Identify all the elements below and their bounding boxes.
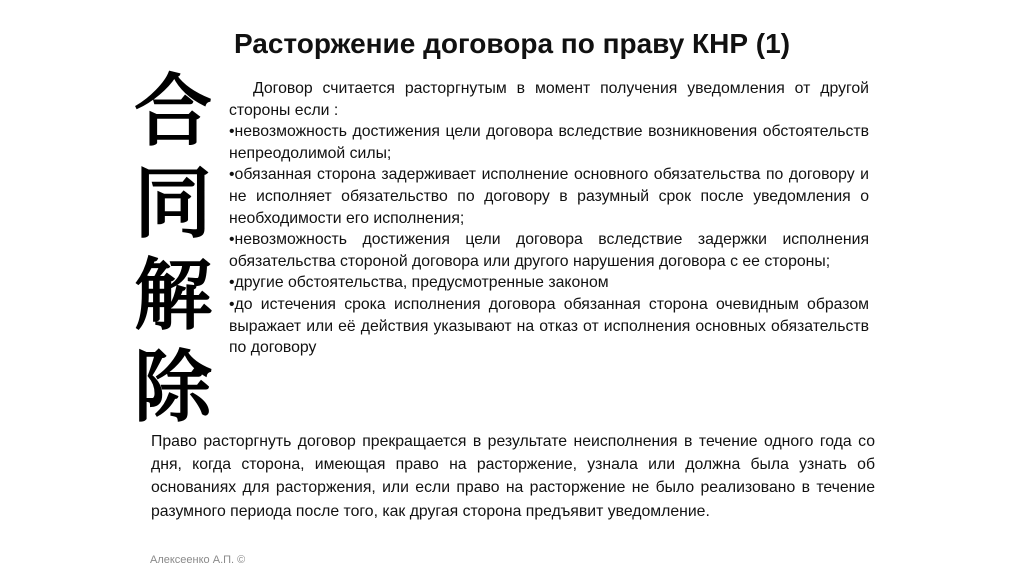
slide-title: Расторжение договора по праву КНР (1) xyxy=(233,28,791,59)
chinese-character-1: 合 xyxy=(133,66,212,157)
condition-item-4: •другие обстоятельства, предусмотренные законом xyxy=(229,274,609,292)
chinese-character-3: 解 xyxy=(133,250,212,341)
conclusion-text: Право расторгнуть договор прекращается в результате неисполнения в течение одного года со дня, когда сторона, имеющая право на расторжение, узнала или должна была узнать об основаниях для расторжения, или если право на расторжение не было реализовано в течение разумного периода после того, как другая сторона предъявит уведомление. xyxy=(151,433,875,520)
chinese-character-2: 同 xyxy=(133,158,212,249)
condition-item-5: •до истечения срока исполнения договора обязанная сторона очевидным образом выражает или её действия указывают на отказ от исполнения основных обязательств по договору xyxy=(229,295,869,357)
vertical-chinese-title xyxy=(118,66,228,434)
termination-conditions xyxy=(229,78,869,359)
condition-item-3: •невозможность достижения цели договора вследствие задержки исполнения обязательства стороной договора или другого нарушения договора с ее стороны; xyxy=(229,231,869,270)
chinese-character-4: 除 xyxy=(133,342,212,433)
author-credit: Алексеенко А.П. © xyxy=(150,554,246,566)
conditions-intro: Договор считается расторгнутым в момент получения уведомления от другой стороны если : xyxy=(229,80,869,119)
termination-right-paragraph xyxy=(151,430,875,523)
condition-item-2: •обязанная сторона задерживает исполнение основного обязательства по договору и не исполняет обязательство по договору в разумный срок после уведомления о необходимости его исполнения; xyxy=(229,166,869,227)
condition-item-1: •невозможность достижения цели договора вследствие возникновения обстоятельств непреодолимой силы; xyxy=(229,123,869,162)
